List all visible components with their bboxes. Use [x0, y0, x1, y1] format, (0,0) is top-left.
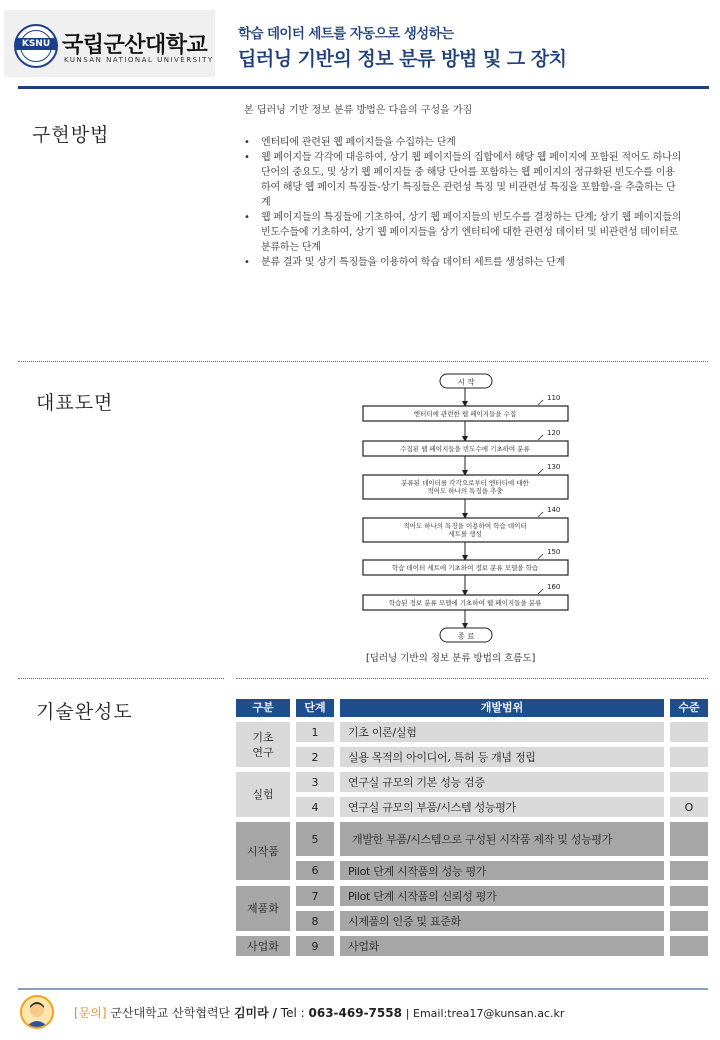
group-experiment: 실험: [236, 772, 290, 817]
contact-email: | Email:trea17@kunsan.ac.kr: [405, 1007, 565, 1020]
stage-cell: 6: [296, 861, 334, 880]
level-cell: [670, 886, 708, 906]
flow-step-label: 세트를 생성: [448, 530, 482, 538]
contact-tel: 063-469-7558: [308, 1006, 402, 1020]
scope-cell: 기초 이론/실험: [340, 722, 664, 742]
flow-step-number: 110: [547, 394, 561, 402]
university-logo-english: KUNSAN NATIONAL UNIVERSITY: [64, 56, 214, 64]
inquiry-label: [문의]: [74, 1006, 107, 1020]
method-item: • 웹 페이지들 각각에 대응하여, 상기 웹 페이지들의 집합에서 해당 웹 페이지에 포함된 적어도 하나의 단어의 중요도, 및 상기 웹 페이지들 중 해당 단어를 포함하는 웹 페이지의 정규화된 빈도수를 이용하여 해당 웹 페이지 특징들-상기 특징들은 관련성 특징 및 비관련성 특징을 포함함-을 추출하는 단계: [244, 152, 682, 208]
flow-leader: [538, 469, 543, 474]
flow-leader: [538, 512, 543, 517]
level-cell-current: O: [670, 797, 708, 817]
level-cell: [670, 747, 708, 767]
stage-cell: 5: [296, 822, 334, 856]
table-header-stage: 단계: [296, 699, 334, 717]
flow-end-label: 종 료: [457, 631, 475, 641]
scope-cell: Pilot 단계 시작품의 성능 평가: [340, 861, 664, 880]
flow-step-label: 학습된 정보 분류 모델에 기초하여 웹 페이지들을 분류: [388, 599, 542, 607]
contact-name: 김미라: [233, 1006, 269, 1020]
stage-cell: 3: [296, 772, 334, 792]
university-logo-name: 국립군산대학교: [62, 33, 208, 58]
flow-step-label: 수집된 웹 페이지들을 빈도수에 기초하여 분류: [400, 445, 530, 453]
flow-step-label: 엔터티에 관련한 웹 페이지들을 수집: [413, 410, 517, 418]
flowchart: [355, 370, 585, 648]
scope-cell: 연구실 규모의 기본 성능 검증: [340, 772, 664, 792]
scope-cell: 사업화: [340, 936, 664, 956]
logo-badge: KSNU: [16, 38, 56, 50]
group-productization: 제품화: [236, 886, 290, 931]
flow-leader: [538, 589, 543, 594]
flow-start-label: 시 작: [457, 377, 475, 387]
section-label-method: 구현방법: [32, 124, 110, 146]
contact-line: [문의] 군산대학교 산학협력단 김미라 / Tel : 063-469-7558 | Email:trea17@kunsan.ac.kr: [74, 1006, 565, 1020]
stage-cell: 4: [296, 797, 334, 817]
header-subtitle: 학습 데이터 세트를 자동으로 생성하는: [238, 26, 454, 42]
flowchart-caption: [딥러닝 기반의 정보 분류 방법의 흐름도]: [366, 653, 536, 664]
flow-leader: [538, 400, 543, 405]
table-header-level: 수준: [670, 699, 708, 717]
scope-cell: 개발한 부품/시스템으로 구성된 시작품 제작 및 성능평가: [340, 822, 664, 856]
section-label-drawing: 대표도면: [36, 392, 114, 414]
method-list: [244, 135, 684, 270]
flow-step-label: 적어도 하나의 특징을 이용하여 학습 데이터: [403, 522, 527, 530]
stage-cell: 9: [296, 936, 334, 956]
footer-divider: [18, 988, 708, 990]
scope-cell: Pilot 단계 시작품의 신뢰성 평가: [340, 886, 664, 906]
flow-step-label: 분류된 데이터를 각각으로부터 엔터티에 대한: [401, 479, 529, 487]
section-label-maturity: 기술완성도: [36, 701, 133, 723]
stage-cell: 2: [296, 747, 334, 767]
scope-cell: 시제품의 인증 및 표준화: [340, 911, 664, 931]
section-divider: [236, 678, 708, 679]
flow-step-number: 120: [547, 429, 561, 437]
stage-cell: 1: [296, 722, 334, 742]
level-cell: [670, 936, 708, 956]
group-basic-research: 기초 연구: [236, 722, 290, 767]
flow-step-label: 학습 데이터 세트에 기초하여 정보 분류 모델을 학습: [391, 564, 539, 572]
stage-cell: 7: [296, 886, 334, 906]
table-header-group: 구분: [236, 699, 290, 717]
level-cell: [670, 861, 708, 880]
table-header-scope: 개발범위: [340, 699, 664, 717]
flow-step-number: 130: [547, 463, 561, 471]
section-divider: [18, 678, 224, 679]
flow-step-number: 150: [547, 548, 561, 556]
flow-leader: [538, 435, 543, 440]
avatar-icon: [20, 995, 54, 1029]
level-cell: [670, 911, 708, 931]
flow-step-number: 160: [547, 583, 561, 591]
page-title: 딥러닝 기반의 정보 분류 방법 및 그 장치: [238, 48, 567, 70]
group-commercialization: 사업화: [236, 936, 290, 956]
level-cell: [670, 772, 708, 792]
scope-cell: 연구실 규모의 부품/시스템 성능평가: [340, 797, 664, 817]
tel-label: Tel :: [280, 1006, 305, 1020]
header-divider: [18, 86, 709, 89]
stage-cell: 8: [296, 911, 334, 931]
method-item: • 엔터티에 관련된 웹 페이지들을 수집하는 단계: [244, 137, 456, 148]
flow-step-number: 140: [547, 506, 561, 514]
level-cell: [670, 822, 708, 856]
group-prototype: 시작품: [236, 822, 290, 880]
flow-leader: [538, 554, 543, 559]
method-item: • 분류 결과 및 상기 특징들을 이용하여 학습 데이터 세트를 생성하는 단계: [244, 257, 566, 268]
scope-cell: 실용 목적의 아이디어, 특허 등 개념 정립: [340, 747, 664, 767]
university-emblem-icon: [14, 24, 58, 68]
section-divider: [18, 361, 708, 362]
method-intro: 본 딥러닝 기반 정보 분류 방법은 다음의 구성을 가짐: [244, 105, 473, 116]
level-cell: [670, 722, 708, 742]
method-item: • 웹 페이지들의 특징들에 기초하여, 상기 웹 페이지들의 빈도수를 결정하는 단계; 상기 웹 페이지들의 빈도수들에 기초하여, 상기 웹 페이지들을 상기 엔터티에 대한 관련성 데이터 및 비관련성 데이터로 분류하는 단계: [244, 212, 682, 253]
flow-step-label: 적어도 하나의 특징을 추출: [427, 487, 503, 495]
contact-org: 군산대학교 산학협력단: [110, 1006, 231, 1020]
